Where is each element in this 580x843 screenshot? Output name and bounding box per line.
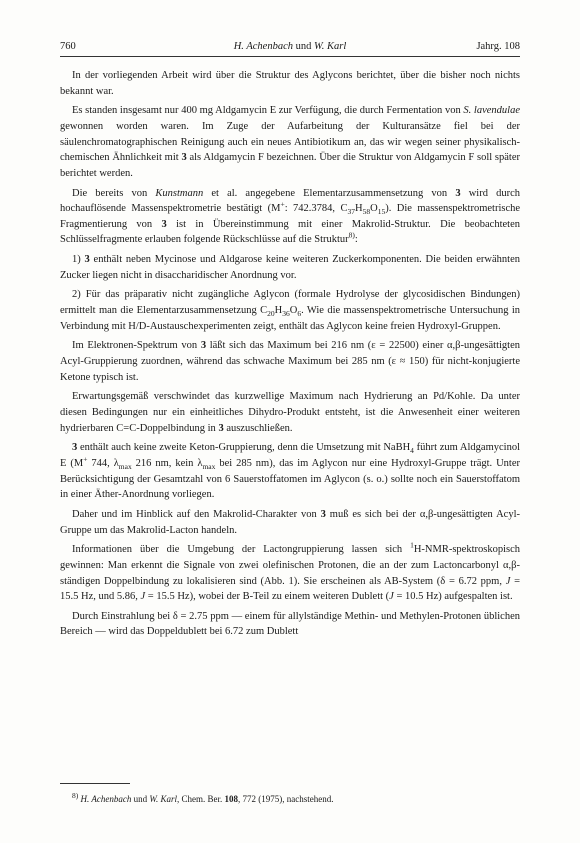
paragraph-reduction: 3 enthält auch keine zweite Keton-Gruppierung, denn die Umsetzung mit NaBH$_4$ führt zum Aldgamycinol E (M+ 744, $\lambda_{max}$ 216 nm, kein $\lambda_{max}$ bei 285 nm), das im Aglycon nur eine Hydroxyl-Gruppe trägt. Unter Berücksichtigung der Gesamtzahl von 6 Sauerstoffatomen im Aglycon (s. o.) sollte noch ein Sauerstoffatom in einer Äther-Anordnung vorliegen. [60, 442, 521, 501]
paragraph-nmr: Informationen über die Umgebung der Lactongruppierung lassen sich $^1$H-NMR-spektroskopisch gewinnen: Man erkennt die Signale von zwei olefinischen Protonen, die an der zum Lactoncarbonyl α,β-ständigen Doppelbindung zu lokalisieren sind (Abb. 1). Sie erscheinen als AB-System (δ = 6.72 ppm, J = 15.5 Hz, und 5.86, J = 15.5 Hz), wobei der B-Teil zu einem weiteren Dublett (J = 10.5 Hz) aufgespalten ist. [60, 540, 520, 603]
footnote-divider [60, 783, 130, 784]
running-header [60, 40, 520, 57]
paragraph-conclusion-2: 2) Für das präparativ nicht zugängliche Aglycon (formale Hydrolyse der glycosidischen Bindungen) ermittelt man die Elementarzusammensetzung $C_{20}H_{36}O_6$. Wie die massenspektrometrische Untersuchung in Verbindung mit H/D-Austauschexperimenten zeigt, enthält das Aglycon keine freien Hydroxyl-Gruppen. [60, 289, 520, 332]
footnote-reference: 8) [348, 230, 355, 240]
paragraph-material: Es standen insgesamt nur 400 mg Aldgamycin E zur Verfügung, die durch Fermentation von S. lavendulae gewonnen worden waren. Im Zuge der Aufarbeitung der Kulturansätze fiel bei der säulenchromatographischen Reinigung auch ein neues Antibiotikum an, das wir wegen seiner physikalisch-chemischen Ähnlichkeit mit 3 als Aldgamycin F bezeichnen. Über die Struktur von Aldgamycin F soll später berichtet werden. [60, 105, 520, 179]
article-body [60, 68, 520, 644]
journal-volume: Jahrg. 108 [476, 41, 520, 52]
paragraph-uv-spectrum: Im Elektronen-Spektrum von 3 läßt sich das Maximum bei 216 nm (ε = 22500) einer α,β-ungesättigten Acyl-Gruppierung zuordnen, während das schwache Maximum bei 285 nm (ε ≈ 150) für nicht-konjugierte Ketone typisch ist. [60, 340, 520, 383]
paragraph-conclusion-1: 1) 3 enthält neben Mycinose und Aldgarose keine weiteren Zuckerkomponenten. Die beiden erwähnten Zucker liegen nicht in disaccharidischer Anordnung vor. [60, 254, 520, 281]
paragraph-irradiation: Durch Einstrahlung bei δ = 2.75 ppm — einem für allylständige Methin- und Methylen-Protonen üblichen Bereich — wird das Doppeldublett bei 6.72 zum Dublett [60, 610, 520, 638]
page-number: 760 [60, 41, 76, 52]
running-title-authors: H. Achenbach und W. Karl [233, 41, 347, 52]
paragraph-lactone: Daher und im Hinblick auf den Makrolid-Charakter von 3 muß es sich bei der α,β-ungesättigten Acyl-Gruppe um das Makrolid-Lacton handeln. [60, 508, 520, 536]
paragraph-intro: In der vorliegenden Arbeit wird über die Struktur des Aglycons berichtet, über die bisher noch nichts bekannt war. [60, 70, 520, 97]
paragraph-mass-spec: Die bereits von Kunstmann et al. angegebene Elementarzusammensetzung von 3 wird durch hochauflösende Massenspektrometrie bestätigt (M+: 742.3784, $C_{37}H_{58}O_{15}$). Die massenspektrometrische Fragmentierung von 3 ist in Übereinstimmung mit einer Makrolid-Struktur. Die beobachteten Schlüsselfragmente erlauben folgende Rückschlüsse auf die Struktur$^{8)}$: [60, 187, 521, 246]
footnote: $^{8)}$ H. Achenbach und W. Karl, Chem. Ber. 108, 772 (1975), nachstehend. [72, 791, 334, 804]
paragraph-hydrogenation: Erwartungsgemäß verschwindet das kurzwellige Maximum nach Hydrierung an Pd/Kohle. Da unter diesen Bedingungen nur ein einheitliches Dihydro-Produkt entsteht, ist die Anwesenheit einer weiteren hydrierbaren C=C-Doppelbindung in 3 auszuschließen. [60, 391, 520, 434]
